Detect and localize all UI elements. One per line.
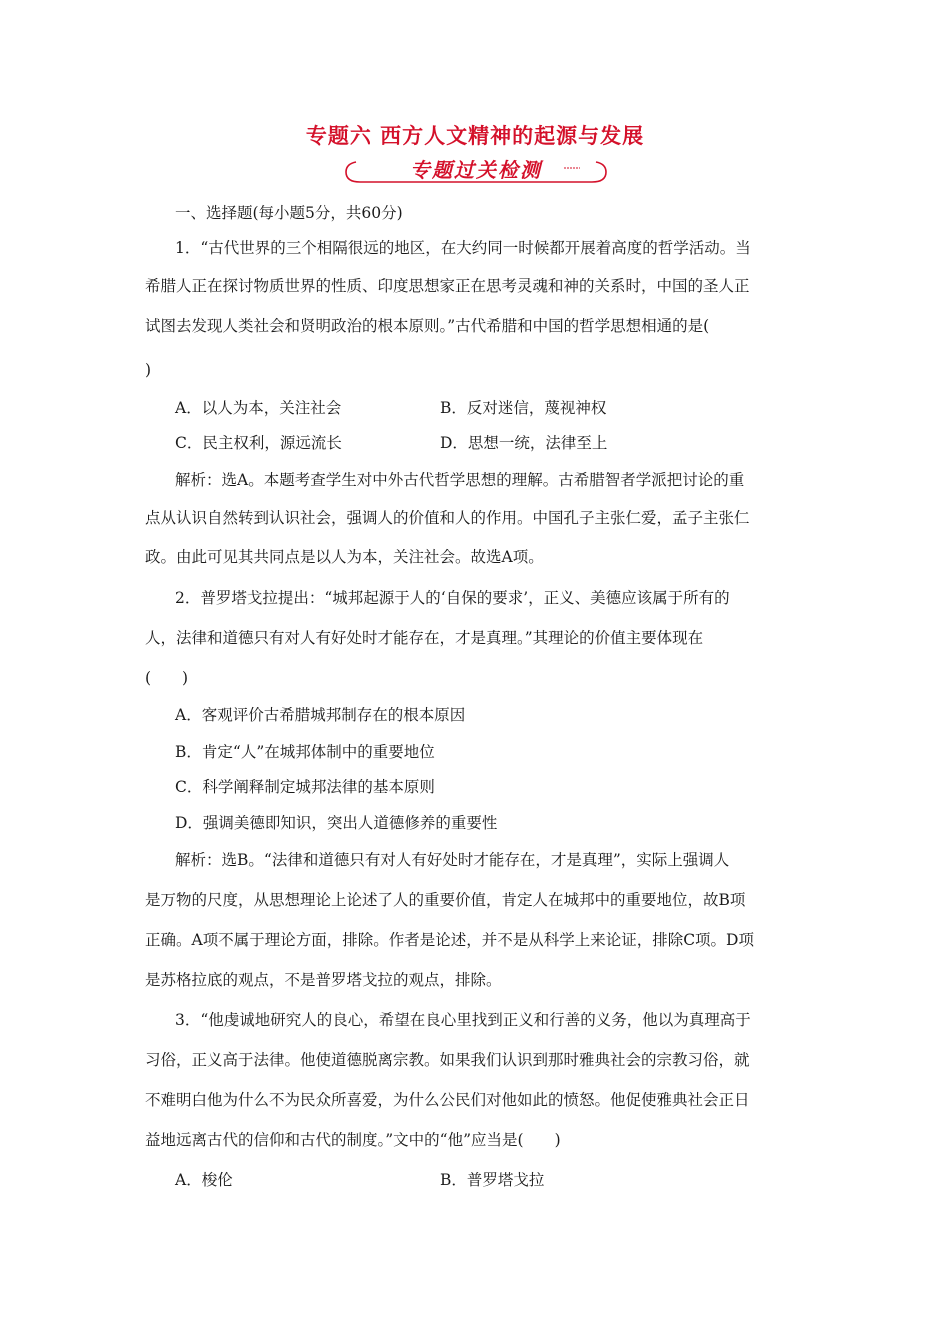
q3-option-b: B．普罗塔戈拉 <box>440 1171 545 1189</box>
banner-label: 专题过关检测 <box>410 158 542 182</box>
q1-stem-line: ) <box>145 361 152 379</box>
section-heading: 一、选择题(每小题5分，共60分) <box>175 204 403 222</box>
q2-option-a: A．客观评价古希腊城邦制存在的根本原因 <box>175 706 466 724</box>
q2-analysis-line: 解析：选B。“法律和道德只有对人有好处时才能存在，才是真理”，实际上强调人 <box>175 851 730 869</box>
q1-option-b: B．反对迷信，蔑视神权 <box>440 399 607 417</box>
q3-option-a: A．梭伦 <box>175 1171 233 1189</box>
q3-stem-line: 习俗，正义高于法律。他使道德脱离宗教。如果我们认识到那时雅典社会的宗教习俗，就 <box>145 1051 750 1069</box>
q2-analysis-line: 正确。A项不属于理论方面，排除。作者是论述，并不是从科学上来论证，排除C项。D项 <box>145 931 754 949</box>
q2-option-b: B．肯定“人”在城邦体制中的重要地位 <box>175 743 435 761</box>
q3-stem-line: 3．“他虔诚地研究人的良心，希望在良心里找到正义和行善的义务，他以为真理高于 <box>175 1011 751 1029</box>
q2-analysis-line: 是苏格拉底的观点，不是普罗塔戈拉的观点，排除。 <box>145 971 502 989</box>
q2-stem-line: ( ) <box>145 669 189 687</box>
q2-stem-line: 人，法律和道德只有对人有好处时才能存在，才是真理。”其理论的价值主要体现在 <box>145 629 704 647</box>
q2-stem-line: 2．普罗塔戈拉提出：“城邦起源于人的‘自保的要求’，正义、美德应该属于所有的 <box>175 589 730 607</box>
q1-option-c: C．民主权利，源远流长 <box>175 434 342 452</box>
q1-stem-line: 试图去发现人类社会和贤明政治的根本原则。”古代希腊和中国的哲学思想相通的是( <box>145 317 710 335</box>
q3-stem-line: 不难明白他为什么不为民众所喜爱，为什么公民们对他如此的愤怒。他促使雅典社会正日 <box>145 1091 750 1109</box>
q1-option-a: A．以人为本，关注社会 <box>175 399 342 417</box>
q1-stem-line: 1．“古代世界的三个相隔很远的地区，在大约同一时候都开展着高度的哲学活动。当 <box>175 239 751 257</box>
section-banner <box>340 150 612 190</box>
q2-analysis-line: 是万物的尺度，从思想理论上论述了人的重要价值，肯定人在城邦中的重要地位，故B项 <box>145 891 746 909</box>
q1-analysis-line: 点从认识自然转到认识社会，强调人的价值和人的作用。中国孔子主张仁爱，孟子主张仁 <box>145 509 750 527</box>
q1-option-d: D．思想一统，法律至上 <box>440 434 608 452</box>
q2-option-c: C．科学阐释制定城邦法律的基本原则 <box>175 778 435 796</box>
q2-option-d: D．强调美德即知识，突出人道德修养的重要性 <box>175 814 498 832</box>
q1-analysis-line: 政。由此可见其共同点是以人为本，关注社会。故选A项。 <box>145 548 544 566</box>
q3-stem-line: 益地远离古代的信仰和古代的制度。”文中的“他”应当是( ) <box>145 1131 561 1149</box>
q1-stem-line: 希腊人正在探讨物质世界的性质、印度思想家正在思考灵魂和神的关系时，中国的圣人正 <box>145 277 750 295</box>
document-title: 专题六 西方人文精神的起源与发展 <box>305 124 645 148</box>
q1-analysis-line: 解析：选A。本题考查学生对中外古代哲学思想的理解。古希腊智者学派把讨论的重 <box>175 471 745 489</box>
